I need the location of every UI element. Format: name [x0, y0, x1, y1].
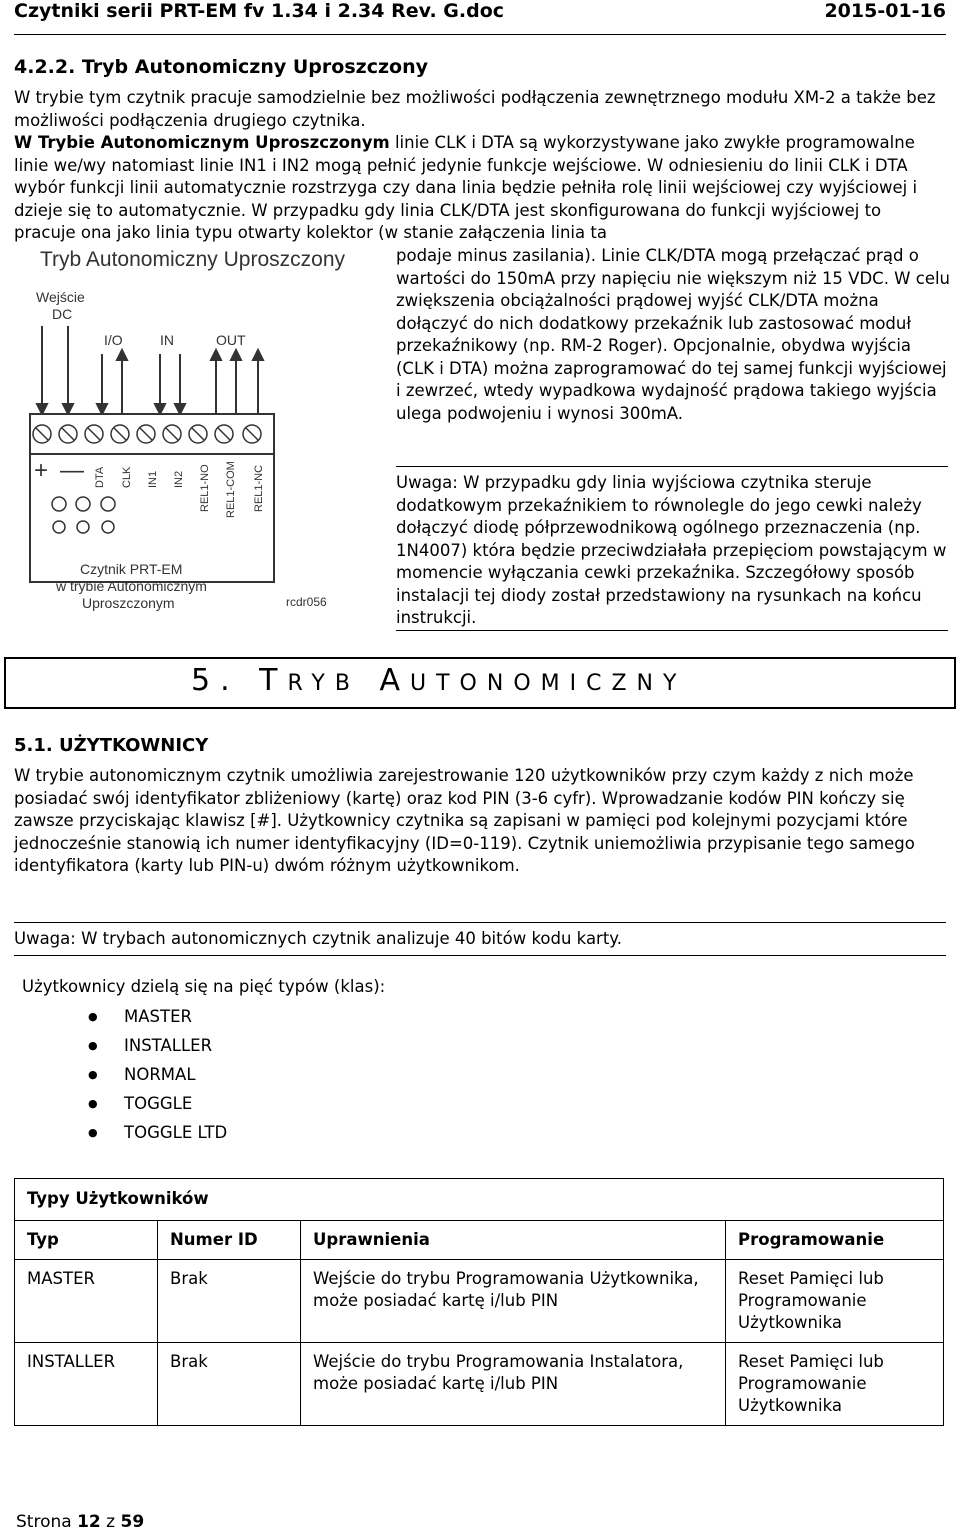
- figure-code: rcdr056: [286, 595, 327, 609]
- col-header: Uprawnienia: [301, 1221, 726, 1260]
- wiring-diagram: [20, 242, 385, 622]
- figure-title: Tryb Autonomiczny Uproszczony: [40, 248, 346, 271]
- list-item: ● TOGGLE: [88, 1089, 227, 1118]
- paragraph-lines-continued-text: podaje minus zasilania). Linie CLK/DTA mogą przełączać prąd o wartości do 150mA przy napięciu nie większym niż 15 VDC. W celu zwiększenia obciążalności prądowej wyjść CLK/DTA można dołączyć do nich dodatkowy przekaźnik lub zastosować moduł przekaźnikowy (np. RM-2 Roger). Opcjonalnie, obydwa wyjścia (CLK i DTA) można zaprogramować do tej samej funkcji wyjściowej i zewrzeć, wtedy wypadkowa wydajność prądowa takiego wyjścia ulega podwojeniu i wynosi 300mA.: [396, 246, 951, 423]
- label-in: IN: [160, 332, 174, 348]
- table-cell: Wejście do trybu Programowania Użytkownika, może posiadać kartę i/lub PIN: [301, 1260, 726, 1343]
- footer-total-pages: 59: [120, 1512, 145, 1532]
- svg-text:REL1-COM: REL1-COM: [225, 461, 237, 518]
- chapter-title-cap-1: T: [259, 663, 288, 698]
- paragraph-intro-text: W trybie tym czytnik pracuje samodzielnie bez możliwości podłączenia zewnętrznego modułu XM-2 a także bez możliwości podłączenia drugiego czytnika.: [14, 88, 936, 130]
- label-dc-1: Wejście: [36, 289, 85, 305]
- bits-note: [14, 928, 946, 951]
- list-item: ● MASTER: [88, 1002, 227, 1031]
- table-cell: INSTALLER: [15, 1343, 158, 1426]
- relay-note: [396, 472, 951, 630]
- chapter-number: 5.: [191, 663, 240, 698]
- svg-text:IN1: IN1: [147, 470, 159, 488]
- page-footer: [16, 1512, 144, 1532]
- list-item: ● INSTALLER: [88, 1031, 227, 1060]
- table-cell: Reset Pamięci lub Programowanie Użytkownika: [726, 1343, 944, 1426]
- status-icons: [52, 497, 115, 533]
- table-caption: Typy Użytkowników: [15, 1179, 944, 1221]
- chapter-title-part-1: RYB: [287, 671, 360, 696]
- table-header-row: [15, 1221, 944, 1260]
- col-header: Numer ID: [158, 1221, 301, 1260]
- svg-text:IN2: IN2: [173, 470, 185, 488]
- doc-date: 2015-01-16: [824, 0, 946, 22]
- label-dc-2: DC: [52, 306, 73, 322]
- paragraph-lines: [14, 132, 946, 245]
- types-intro: [22, 976, 946, 999]
- chapter-heading-box: [4, 657, 956, 709]
- svg-text:—: —: [60, 457, 84, 484]
- table-cell: Brak: [158, 1343, 301, 1426]
- caption-line-1: Czytnik PRT-EM: [80, 561, 183, 577]
- footer-page-number: 12: [77, 1512, 101, 1532]
- paragraph-intro: [14, 87, 946, 132]
- chapter-title-cap-2: A: [379, 663, 410, 698]
- table-row: [15, 1343, 944, 1426]
- note-bottom-rule: [396, 630, 948, 631]
- table-cell: Brak: [158, 1260, 301, 1343]
- table-cell: Reset Pamięci lub Programowanie Użytkownika: [726, 1260, 944, 1343]
- users-paragraph: [14, 765, 946, 878]
- label-out: OUT: [216, 332, 246, 348]
- section-heading-51: 5.1. UŻYTKOWNICY: [14, 735, 209, 756]
- chapter-heading: [191, 663, 686, 698]
- svg-text:CLK: CLK: [121, 466, 133, 488]
- table-row: [15, 1260, 944, 1343]
- chapter-title-part-2: UTONOMICZNY: [410, 671, 687, 696]
- footer-page-word: Strona: [16, 1512, 72, 1532]
- page-header: [14, 0, 946, 28]
- table-caption-row: [15, 1179, 944, 1221]
- table-cell: Wejście do trybu Programowania Instalatora, może posiadać kartę i/lub PIN: [301, 1343, 726, 1426]
- list-item: ● NORMAL: [88, 1060, 227, 1089]
- footer-of-word: z: [106, 1512, 116, 1532]
- wiring-diagram-svg: [20, 242, 385, 622]
- col-header: Typ: [15, 1221, 158, 1260]
- list-item: ● TOGGLE LTD: [88, 1118, 227, 1147]
- user-types-table: [14, 1178, 944, 1426]
- label-io: I/O: [104, 332, 123, 348]
- bits-note-text: Uwaga: W trybach autonomicznych czytnik analizuje 40 bitów kodu karty.: [14, 929, 622, 948]
- terminal-labels: [34, 457, 265, 518]
- header-rule: [14, 34, 946, 35]
- note2-bottom-rule: [14, 955, 946, 956]
- paragraph-lines-continued: [396, 245, 951, 425]
- doc-title: Czytniki serii PRT-EM fv 1.34 i 2.34 Rev. G.doc: [14, 0, 505, 22]
- svg-text:DTA: DTA: [94, 466, 106, 488]
- note-top-rule: [396, 466, 948, 467]
- bold-mode-name: W Trybie Autonomicznym Uproszczonym: [14, 133, 390, 152]
- col-header: Programowanie: [726, 1221, 944, 1260]
- figure-caption: [55, 561, 327, 611]
- user-types-list: [88, 1002, 227, 1147]
- paragraph-lines-text: linie CLK i DTA są wykorzystywane jako zwykłe programowalne linie we/wy natomiast linie IN1 i IN2 mogą pełnić jedynie funkcje wejściowe. W odniesieniu do linii CLK i DTA wybór funkcji linii automatycznie rozstrzyga czy dana linia będzie pełniła rolę linii wejściowej czy wyjściowej i dzieje się to automatycznie. W przypadku gdy linia CLK/DTA jest skonfigurowana do funkcji wyjściowej to pracuje ona jako linia typu otwarty kolektor (w stanie załączenia linia ta: [14, 133, 918, 242]
- types-intro-text: Użytkownicy dzielą się na pięć typów (klas):: [22, 977, 386, 996]
- table-cell: MASTER: [15, 1260, 158, 1343]
- svg-text:REL1-NO: REL1-NO: [199, 464, 211, 512]
- caption-line-3: Uproszczonym: [82, 595, 175, 611]
- relay-note-text: Uwaga: W przypadku gdy linia wyjściowa czytnika steruje dodatkowym przekaźnikiem to równolegle do jego cewki należy dołączyć diodę półprzewodnikową ogólnego przeznaczenia (np. 1N4007) która będzie przeciwdziałała przepięciom powstającym w momencie wyłączania cewki przekaźnika. Szczegółowy sposób instalacji tej diody został przedstawiony na rysunkach na końcu instrukcji.: [396, 473, 947, 627]
- section-heading-422: 4.2.2. Tryb Autonomiczny Uproszczony: [14, 56, 428, 78]
- svg-text:+: +: [34, 457, 49, 484]
- svg-text:REL1-NC: REL1-NC: [253, 464, 265, 512]
- note2-top-rule: [14, 922, 946, 923]
- users-paragraph-text: W trybie autonomicznym czytnik umożliwia zarejestrowanie 120 użytkowników przy czym każdy z nich może posiadać swój identyfikator zbliżeniowy (kartę) oraz kod PIN (3-6 cyfr). Wprowadzanie kodów PIN kończy się zawsze przyciskając klawisz [#]. Użytkownicy czytnika są zapisani w pamięci pod kolejnymi pozycjami które jednocześnie stanowią ich numer identyfikacyjny (ID=0-119). Czytnik uniemożliwia przypisanie tego samego identyfikatora (karty lub PIN-u) dwóm różnym użytkownikom.: [14, 766, 915, 875]
- caption-line-2: w trybie Autonomicznym: [56, 578, 207, 594]
